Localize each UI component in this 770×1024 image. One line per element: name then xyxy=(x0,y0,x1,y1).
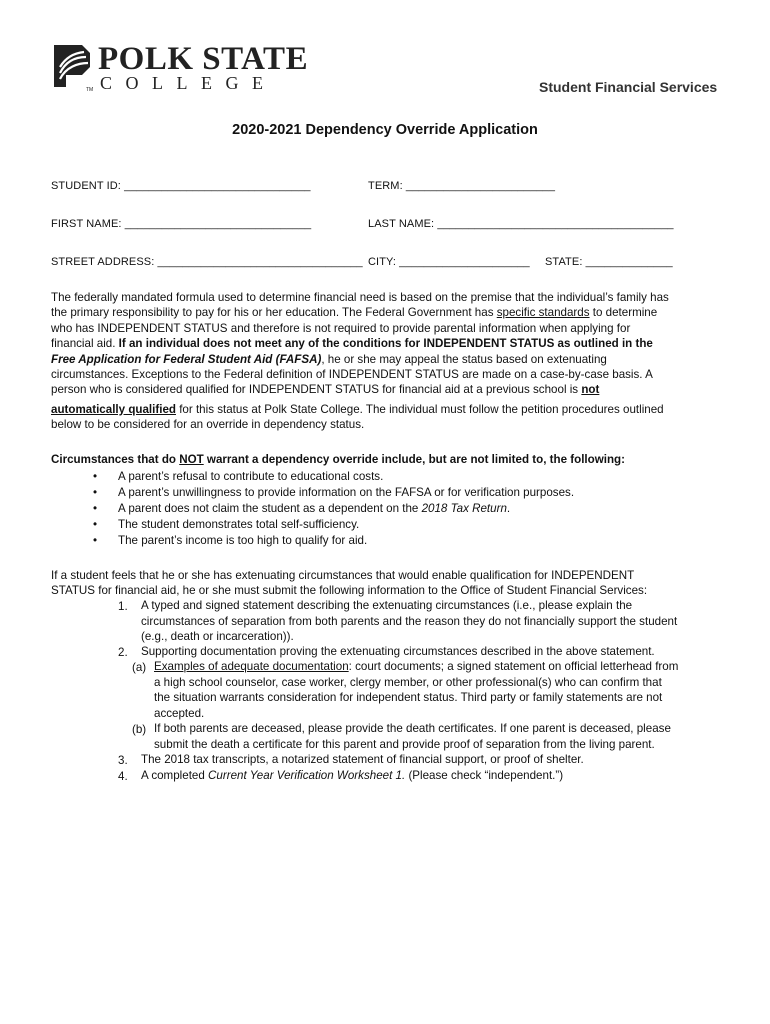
intro-line: automatically qualified for this status at Polk State College. The individual must follow the petition procedures outlined xyxy=(51,402,664,416)
specific-standards-link[interactable]: specific standards xyxy=(496,306,590,320)
step-text: submit the death a certificate for this parent and provide proof of separation from the living parent. xyxy=(154,738,655,751)
step-number: 3. xyxy=(118,754,128,767)
step-number: 2. xyxy=(118,646,128,659)
last-name-field[interactable]: LAST NAME: ______________________________________ xyxy=(368,218,674,230)
intro-line: circumstances. Exceptions to the Federal definition of INDEPENDENT STATUS are made on a case-by-case basis. A xyxy=(51,368,653,382)
bullet-icon: • xyxy=(93,486,98,499)
step-number: 4. xyxy=(118,770,128,783)
step-text: If both parents are deceased, please provide the death certificates. If one parent is deceased, please xyxy=(154,722,671,735)
list-item: A parent’s unwillingness to provide information on the FAFSA or for verification purposes. xyxy=(118,486,575,499)
substep-label: (a) xyxy=(132,661,147,674)
college-logo-icon xyxy=(52,43,92,89)
procedure-line: If a student feels that he or she has extenuating circumstances that would enable qualification for INDEPENDENT xyxy=(51,569,635,582)
step-number: 1. xyxy=(118,600,128,613)
circumstances-heading: Circumstances that do NOT warrant a dependency override include, but are not limited to, the following: xyxy=(51,453,625,466)
intro-line: person who is considered qualified for INDEPENDENT STATUS for financial aid at a previous school is not xyxy=(51,383,600,397)
step-text: The 2018 tax transcripts, a notarized statement of financial support, or proof of shelter. xyxy=(141,753,584,766)
step-text: A typed and signed statement describing the extenuating circumstances (i.e., please explain the xyxy=(141,599,633,612)
state-field[interactable]: STATE: ______________ xyxy=(545,256,673,268)
step-text: Examples of adequate documentation: court documents; a signed statement on official letterhead from xyxy=(154,660,679,673)
list-item: A parent does not claim the student as a dependent on the 2018 Tax Return. xyxy=(118,502,511,515)
intro-line: the primary responsibility to pay for his or her education. The Federal Government has specific standards to determine xyxy=(51,306,658,320)
intro-paragraph xyxy=(51,290,741,433)
list-item: A parent’s refusal to contribute to educational costs. xyxy=(118,470,384,483)
college-name: POLK STATE xyxy=(98,41,309,77)
step-text: Supporting documentation proving the extenuating circumstances described in the above statement. xyxy=(141,645,655,658)
bullet-icon: • xyxy=(93,470,98,483)
procedure-line: STATUS for financial aid, he or she must submit the following information to the Office of Student Financial Services: xyxy=(51,584,648,597)
bullet-icon: • xyxy=(93,502,98,515)
intro-line: Free Application for Federal Student Aid (FAFSA), he or she may appeal the status based on extenuating xyxy=(51,352,607,366)
step-text: the situation warrants consideration for independent status. Third party or family statements are not xyxy=(154,691,663,704)
step-text: a high school counselor, case worker, clergy member, or other professional(s) who can confirm that xyxy=(154,676,662,689)
list-item: The student demonstrates total self-sufficiency. xyxy=(118,518,360,531)
street-address-field[interactable]: STREET ADDRESS: _________________________________ xyxy=(51,256,363,268)
college-subtitle: COLLEGE xyxy=(100,73,277,93)
intro-line: who has INDEPENDENT STATUS and therefore is not required to provide parental information when applying for xyxy=(51,321,631,335)
list-item: The parent’s income is too high to qualify for aid. xyxy=(118,534,368,547)
city-field[interactable]: CITY: _____________________ xyxy=(368,256,530,268)
department-name: Student Financial Services xyxy=(539,79,718,95)
term-field[interactable]: TERM: ________________________ xyxy=(368,180,556,192)
trademark: TM xyxy=(86,87,94,93)
intro-line: The federally mandated formula used to determine financial need is based on the premise that the individual’s family has xyxy=(51,291,669,304)
intro-line: below to be considered for an override in dependency status. xyxy=(51,418,365,432)
page-title: 2020-2021 Dependency Override Application xyxy=(232,122,538,138)
student-id-field[interactable]: STUDENT ID: ______________________________ xyxy=(51,180,311,192)
bullet-icon: • xyxy=(93,518,98,531)
first-name-field[interactable]: FIRST NAME: ______________________________ xyxy=(51,218,312,230)
step-text: A completed Current Year Verification Worksheet 1. (Please check “independent.”) xyxy=(141,769,564,782)
step-text: (e.g., death or incarceration)). xyxy=(141,630,294,643)
step-text: circumstances of separation from both parents and the reason they do not financially support the student xyxy=(141,615,678,628)
bullet-icon: • xyxy=(93,534,98,547)
substep-label: (b) xyxy=(132,723,147,736)
step-text: accepted. xyxy=(154,707,205,720)
intro-line: financial aid. If an individual does not meet any of the conditions for INDEPENDENT STATUS as outlined in the xyxy=(51,337,653,351)
